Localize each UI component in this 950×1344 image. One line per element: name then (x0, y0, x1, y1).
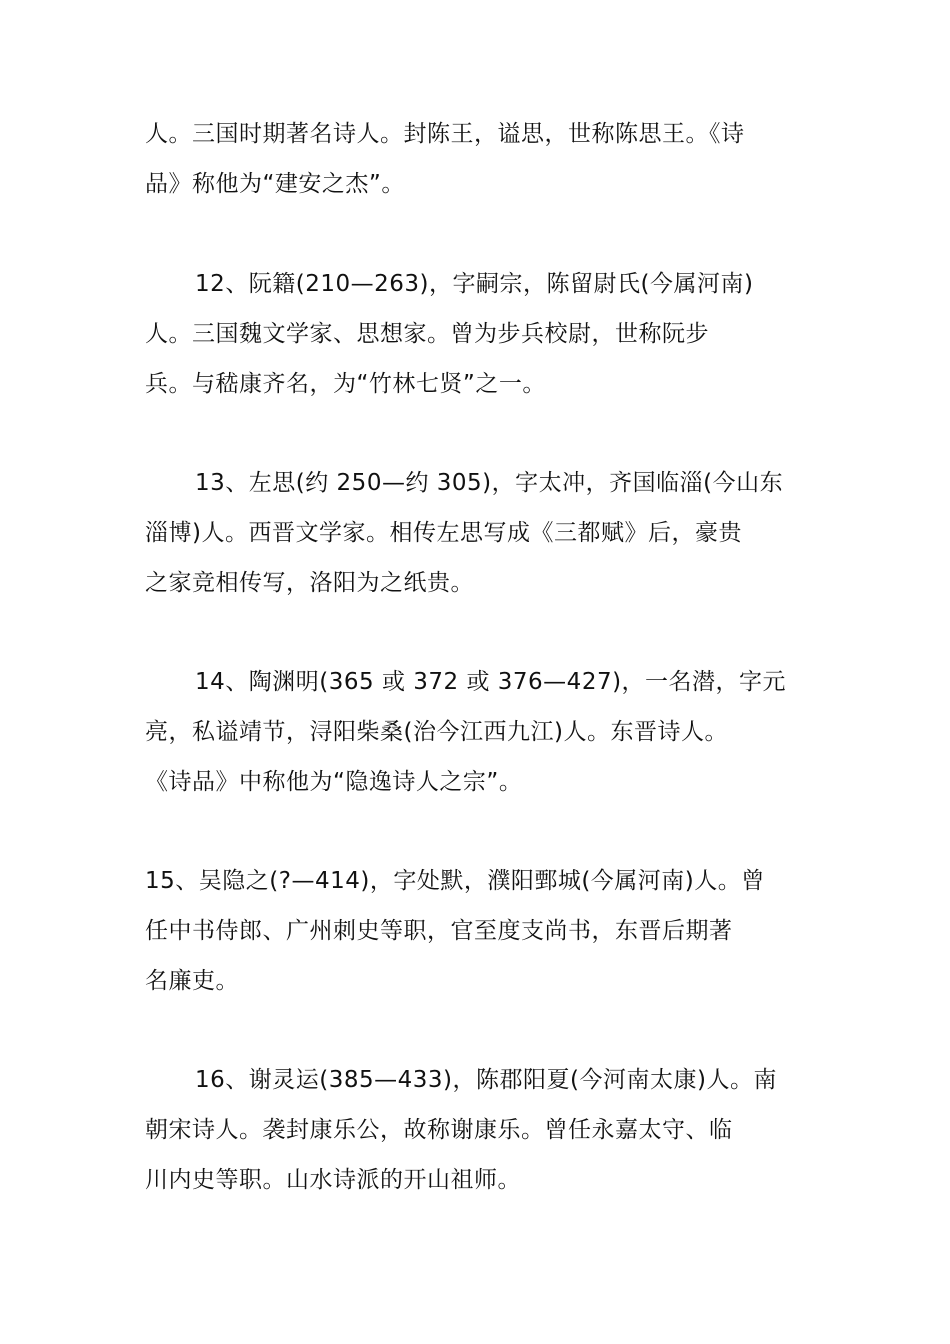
paragraph-tao-yuanming (145, 657, 805, 807)
paragraph-ruan-ji (145, 259, 805, 409)
paragraph-line: 13、左思(约 250—约 305)，字太冲，齐国临淄(今山东 (195, 470, 784, 496)
paragraph-xie-lingyun (145, 1055, 805, 1205)
paragraph-line: 16、谢灵运(385—433)，陈郡阳夏(今河南太康)人。南 (195, 1067, 777, 1093)
paragraph-line: 兵。与嵇康齐名，为“竹林七贤”之一。 (145, 371, 546, 397)
paragraph-line: 淄博)人。西晋文学家。相传左思写成《三都赋》后，豪贵 (145, 520, 742, 546)
paragraph-zuo-si (145, 458, 805, 608)
paragraph-line: 之家竞相传写，洛阳为之纸贵。 (145, 570, 474, 596)
paragraph-line: 人。三国魏文学家、思想家。曾为步兵校尉，世称阮步 (145, 321, 709, 347)
paragraph-line: 品》称他为“建安之杰”。 (145, 171, 405, 197)
paragraph-cao-zhi-tail (145, 109, 805, 209)
paragraph-wu-yinzhi (145, 856, 805, 1006)
paragraph-line: 14、陶渊明(365 或 372 或 376—427)，一名潜，字元 (195, 669, 787, 695)
paragraph-line: 12、阮籍(210—263)，字嗣宗，陈留尉氏(今属河南) (195, 271, 754, 297)
paragraph-line: 亮，私谥靖节，浔阳柴桑(治今江西九江)人。东晋诗人。 (145, 719, 728, 745)
paragraph-line: 川内史等职。山水诗派的开山祖师。 (145, 1167, 521, 1193)
paragraph-line: 任中书侍郎、广州刺史等职，官至度支尚书，东晋后期著 (145, 918, 733, 944)
paragraph-line: 15、吴隐之(?—414)，字处默，濮阳鄄城(今属河南)人。曾 (145, 868, 765, 894)
paragraph-line: 《诗品》中称他为“隐逸诗人之宗”。 (145, 769, 523, 795)
paragraph-line: 朝宋诗人。袭封康乐公，故称谢康乐。曾任永嘉太守、临 (145, 1117, 733, 1143)
paragraph-line: 人。三国时期著名诗人。封陈王，谥思，世称陈思王。《诗 (145, 121, 745, 147)
paragraph-line: 名廉吏。 (145, 968, 239, 994)
